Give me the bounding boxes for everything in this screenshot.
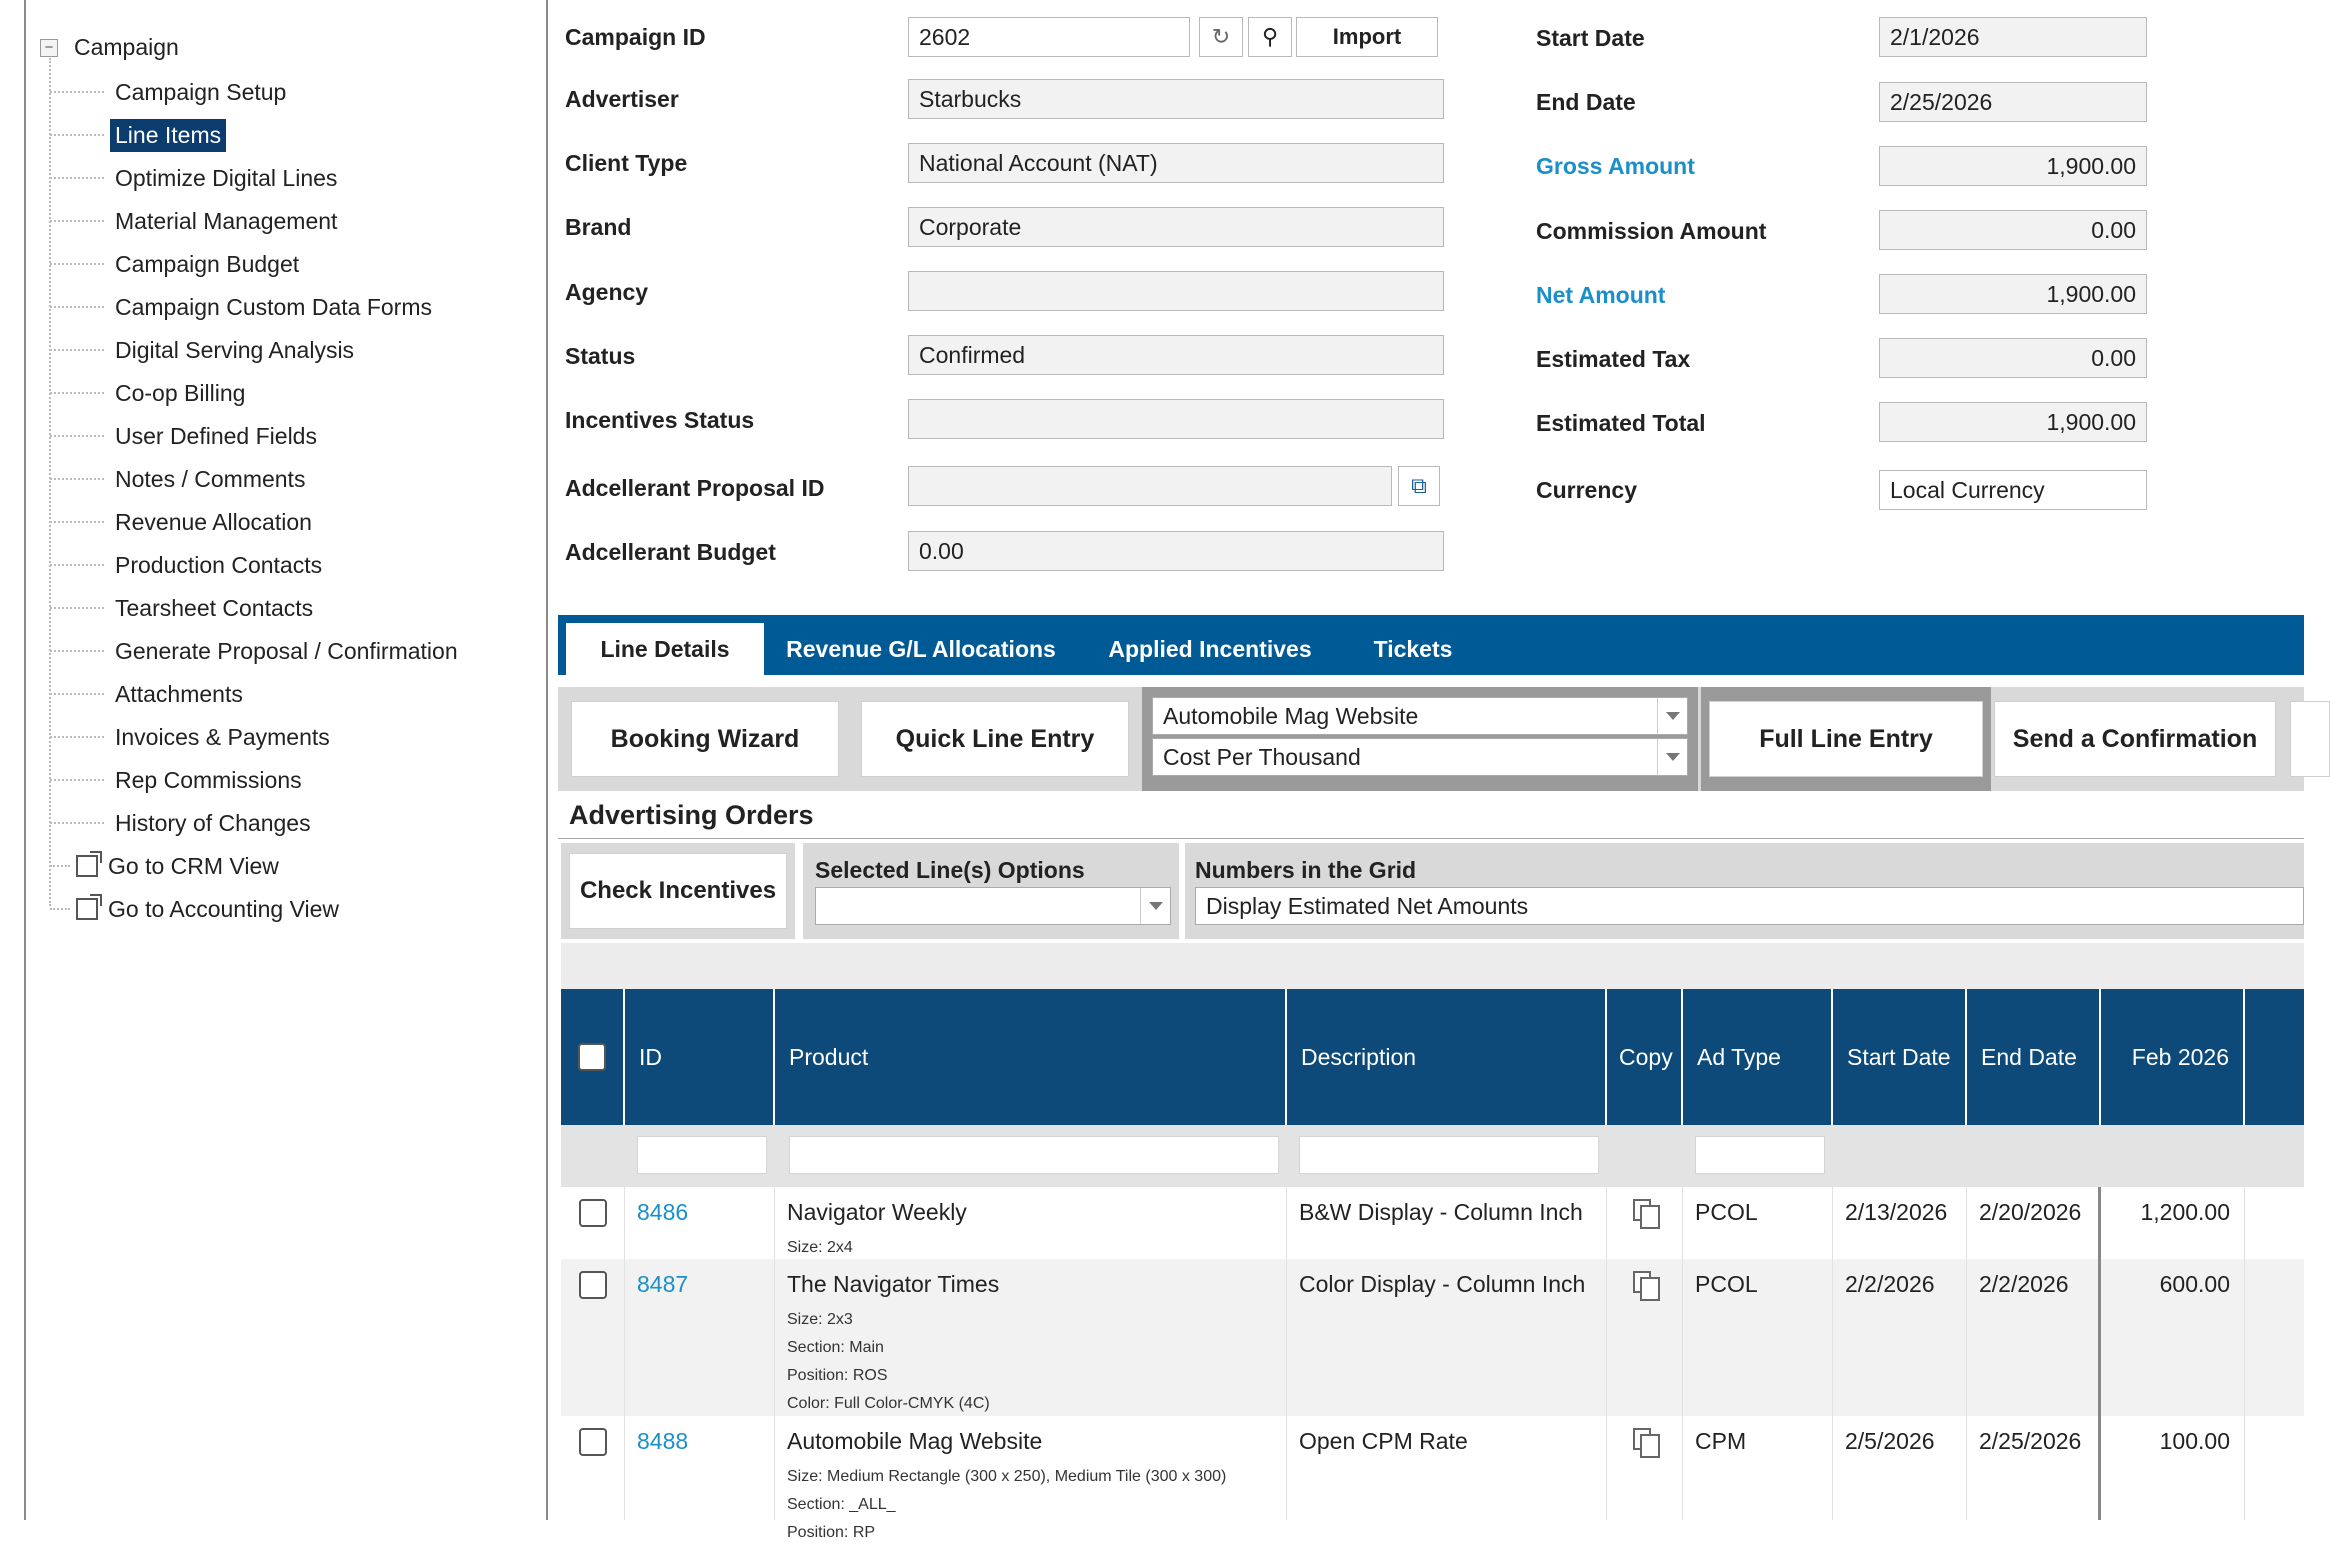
row-description: Color Display - Column Inch <box>1287 1259 1607 1416</box>
currency-label: Currency <box>1536 477 1637 503</box>
tree-item-campaign-custom-data-forms[interactable]: Campaign Custom Data Forms <box>50 289 437 325</box>
column-header-copy[interactable]: Copy <box>1607 989 1683 1125</box>
proposal-id-field[interactable] <box>908 466 1392 506</box>
tab-line-details[interactable]: Line Details <box>566 623 764 675</box>
estimated-tax-field[interactable]: 0.00 <box>1879 338 2147 378</box>
tab-revenue-gl-allocations[interactable]: Revenue G/L Allocations <box>786 635 1056 662</box>
tree-item-attachments[interactable]: Attachments <box>50 676 248 712</box>
row-product-detail: Size: 2x4 <box>787 1239 853 1256</box>
numbers-in-grid-cell <box>1185 843 2304 939</box>
row-ad-type: PCOL <box>1683 1187 1833 1259</box>
column-header-product[interactable]: Product <box>775 989 1287 1125</box>
row-amount[interactable]: 1,200.00 <box>2101 1187 2245 1259</box>
tree-item-history-of-changes[interactable]: History of Changes <box>50 805 316 841</box>
tree-item-material-management[interactable]: Material Management <box>50 203 342 239</box>
commission-amount-field[interactable]: 0.00 <box>1879 210 2147 250</box>
tree-item-user-defined-fields[interactable]: User Defined Fields <box>50 418 322 454</box>
budget-label: Adcellerant Budget <box>565 539 776 565</box>
row-description: Open CPM Rate <box>1287 1416 1607 1520</box>
row-id-link[interactable]: 8487 <box>637 1271 689 1297</box>
tab-applied-incentives[interactable]: Applied Incentives <box>1108 635 1312 662</box>
table-row[interactable] <box>561 1187 2304 1259</box>
copy-icon[interactable] <box>1633 1428 1651 1450</box>
budget-field[interactable]: 0.00 <box>908 531 1444 571</box>
chevron-down-icon[interactable] <box>1140 888 1170 924</box>
row-start-date: 2/13/2026 <box>1833 1187 1967 1259</box>
import-button[interactable]: Import <box>1296 17 1438 57</box>
grid-toolbar-spacer <box>561 943 2304 989</box>
tree-root-campaign[interactable] <box>40 34 179 61</box>
filter-description-input[interactable] <box>1299 1136 1599 1174</box>
table-row[interactable] <box>561 1259 2304 1416</box>
tree-item-campaign-setup[interactable]: Campaign Setup <box>50 74 291 110</box>
row-checkbox[interactable] <box>579 1428 607 1456</box>
select-all-cell <box>561 989 625 1125</box>
gross-amount-link[interactable]: Gross Amount <box>1536 153 1695 179</box>
copy-icon[interactable] <box>1633 1271 1651 1293</box>
row-product-name: Navigator Weekly <box>787 1199 967 1225</box>
check-incentives-button[interactable]: Check Incentives <box>569 853 787 929</box>
tree-item-campaign-budget[interactable]: Campaign Budget <box>50 246 304 282</box>
net-amount-field[interactable]: 1,900.00 <box>1879 274 2147 314</box>
refresh-icon[interactable]: ↻ <box>1199 17 1243 57</box>
net-amount-link[interactable]: Net Amount <box>1536 282 1666 308</box>
row-id-cell <box>625 1187 775 1259</box>
more-toolbar-button[interactable] <box>2290 701 2330 777</box>
row-copy-cell <box>1607 1416 1683 1520</box>
line-actions-toolbar <box>558 687 2304 791</box>
column-header-end-date[interactable]: End Date <box>1967 989 2101 1125</box>
row-id-cell <box>625 1259 775 1416</box>
send-confirmation-button[interactable]: Send a Confirmation <box>1994 701 2276 777</box>
selected-options-label: Selected Line(s) Options <box>815 857 1085 883</box>
rate-select[interactable]: Cost Per Thousand <box>1152 738 1688 776</box>
tree-item-production-contacts[interactable]: Production Contacts <box>50 547 327 583</box>
advertiser-label: Advertiser <box>565 86 679 112</box>
booking-wizard-button[interactable]: Booking Wizard <box>571 701 839 777</box>
start-date-field[interactable]: 2/1/2026 <box>1879 17 2147 57</box>
column-header-next <box>2245 989 2304 1125</box>
row-product-cell <box>775 1187 1287 1259</box>
navigation-tree-panel <box>0 0 528 1520</box>
estimated-tax-label: Estimated Tax <box>1536 346 1691 372</box>
tree-item-invoices-payments[interactable]: Invoices & Payments <box>50 719 335 755</box>
full-line-entry-button[interactable]: Full Line Entry <box>1709 701 1983 777</box>
full-line-entry-frame <box>1701 687 1991 791</box>
tab-tickets[interactable]: Tickets <box>1373 635 1453 662</box>
chevron-down-icon[interactable] <box>1657 698 1687 734</box>
tree-item-generate-proposal[interactable]: Generate Proposal / Confirmation <box>50 633 463 669</box>
tree-item-digital-serving-analysis[interactable]: Digital Serving Analysis <box>50 332 359 368</box>
agency-label: Agency <box>565 279 649 305</box>
panel-divider[interactable] <box>546 0 548 1520</box>
commission-amount-label: Commission Amount <box>1536 218 1767 244</box>
grid-options-bar <box>561 843 2304 939</box>
row-product-cell <box>775 1259 1287 1416</box>
row-copy-cell <box>1607 1259 1683 1416</box>
copy-icon[interactable] <box>1633 1199 1651 1221</box>
row-amount[interactable]: 100.00 <box>2101 1416 2245 1520</box>
search-icon[interactable]: ⚲ <box>1248 17 1292 57</box>
table-row[interactable] <box>561 1416 2304 1541</box>
campaign-id-label: Campaign ID <box>565 24 706 50</box>
open-link-icon[interactable]: ⧉ <box>1398 466 1440 506</box>
select-all-checkbox[interactable] <box>578 1043 606 1071</box>
tree-item-rep-commissions[interactable]: Rep Commissions <box>50 762 307 798</box>
end-date-field[interactable]: 2/25/2026 <box>1879 82 2147 122</box>
row-ad-type: PCOL <box>1683 1259 1833 1416</box>
row-copy-cell <box>1607 1187 1683 1259</box>
column-header-feb-2026[interactable]: Feb 2026 <box>2101 989 2245 1125</box>
tab-bar <box>558 615 2304 675</box>
section-divider <box>558 838 2304 839</box>
filter-id-input[interactable] <box>637 1136 767 1174</box>
check-incentives-cell <box>561 843 795 939</box>
chevron-down-icon[interactable] <box>1657 739 1687 775</box>
tree-item-revenue-allocation[interactable]: Revenue Allocation <box>50 504 317 540</box>
row-checkbox[interactable] <box>579 1271 607 1299</box>
row-select-cell <box>561 1416 625 1520</box>
filter-ad-type-input[interactable] <box>1695 1136 1825 1174</box>
row-select-cell <box>561 1259 625 1416</box>
end-date-label: End Date <box>1536 89 1636 115</box>
tree-item-optimize-digital-lines[interactable]: Optimize Digital Lines <box>50 160 342 196</box>
currency-field[interactable]: Local Currency <box>1879 470 2147 510</box>
tree-item-tearsheet-contacts[interactable]: Tearsheet Contacts <box>50 590 318 626</box>
tree-item-co-op-billing[interactable]: Co-op Billing <box>50 375 250 411</box>
grid-header <box>561 989 2304 1125</box>
column-header-id[interactable]: ID <box>625 989 775 1125</box>
column-header-start-date[interactable]: Start Date <box>1833 989 1967 1125</box>
row-ad-type: CPM <box>1683 1416 1833 1520</box>
selected-options-select[interactable] <box>815 887 1171 925</box>
row-amount[interactable]: 600.00 <box>2101 1259 2245 1416</box>
external-link-icon <box>76 898 98 920</box>
client-type-field[interactable]: National Account (NAT) <box>908 143 1444 183</box>
row-id-link[interactable]: 8488 <box>637 1428 689 1454</box>
start-date-label: Start Date <box>1536 25 1645 51</box>
row-description: B&W Display - Column Inch <box>1287 1187 1607 1259</box>
row-start-date: 2/5/2026 <box>1833 1416 1967 1520</box>
row-checkbox[interactable] <box>579 1199 607 1227</box>
collapse-icon[interactable]: − <box>40 39 58 57</box>
brand-label: Brand <box>565 214 632 240</box>
row-end-date: 2/20/2026 <box>1967 1187 2101 1259</box>
filter-product-input[interactable] <box>789 1136 1279 1174</box>
tree-item-notes-comments[interactable]: Notes / Comments <box>50 461 310 497</box>
column-header-ad-type[interactable]: Ad Type <box>1683 989 1833 1125</box>
external-link-icon <box>76 855 98 877</box>
row-product-details: Size: 2x3 Section: Main Position: ROS Color: Full Color-CMYK (4C) <box>787 1311 990 1412</box>
row-product-name: Automobile Mag Website <box>787 1428 1043 1454</box>
row-start-date: 2/2/2026 <box>1833 1259 1967 1416</box>
row-product-details: Size: Medium Rectangle (300 x 250), Medium Tile (300 x 300) Section: _ALL_ Position: RP <box>787 1468 1227 1541</box>
column-header-description[interactable]: Description <box>1287 989 1607 1125</box>
numbers-in-grid-label: Numbers in the Grid <box>1195 857 1417 883</box>
row-end-date: 2/2/2026 <box>1967 1259 2101 1416</box>
selected-options-cell <box>803 843 1179 939</box>
proposal-id-label: Adcellerant Proposal ID <box>565 475 825 501</box>
product-rate-selector <box>1142 687 1698 791</box>
row-id-cell <box>625 1416 775 1520</box>
tree-panel-border <box>24 0 26 1520</box>
estimated-total-field[interactable]: 1,900.00 <box>1879 402 2147 442</box>
gross-amount-field[interactable]: 1,900.00 <box>1879 146 2147 186</box>
status-field[interactable]: Confirmed <box>908 335 1444 375</box>
row-product-name: The Navigator Times <box>787 1271 1000 1297</box>
row-product-cell <box>775 1416 1287 1541</box>
incentives-status-label: Incentives Status <box>565 407 755 433</box>
row-id-link[interactable]: 8486 <box>637 1199 689 1225</box>
tree-link-accounting-view[interactable]: Go to Accounting View <box>50 891 339 927</box>
agency-field[interactable] <box>908 271 1444 311</box>
row-select-cell <box>561 1187 625 1259</box>
quick-line-entry-button[interactable]: Quick Line Entry <box>861 701 1129 777</box>
advertiser-field[interactable]: Starbucks <box>908 79 1444 119</box>
tree-root-label: Campaign <box>74 34 179 60</box>
estimated-total-label: Estimated Total <box>1536 410 1706 436</box>
tree-link-crm-view[interactable]: Go to CRM View <box>50 848 279 884</box>
grid-filter-row <box>561 1125 2304 1187</box>
row-end-date: 2/25/2026 <box>1967 1416 2101 1520</box>
incentives-status-field[interactable] <box>908 399 1444 439</box>
campaign-id-input[interactable]: 2602 <box>908 17 1190 57</box>
brand-field[interactable]: Corporate <box>908 207 1444 247</box>
advertising-orders-title: Advertising Orders <box>569 800 814 830</box>
client-type-label: Client Type <box>565 150 688 176</box>
status-label: Status <box>565 343 636 369</box>
tree-item-line-items[interactable]: Line Items <box>50 117 226 153</box>
numbers-in-grid-select[interactable]: Display Estimated Net Amounts <box>1195 887 2304 925</box>
product-select[interactable]: Automobile Mag Website <box>1152 697 1688 735</box>
